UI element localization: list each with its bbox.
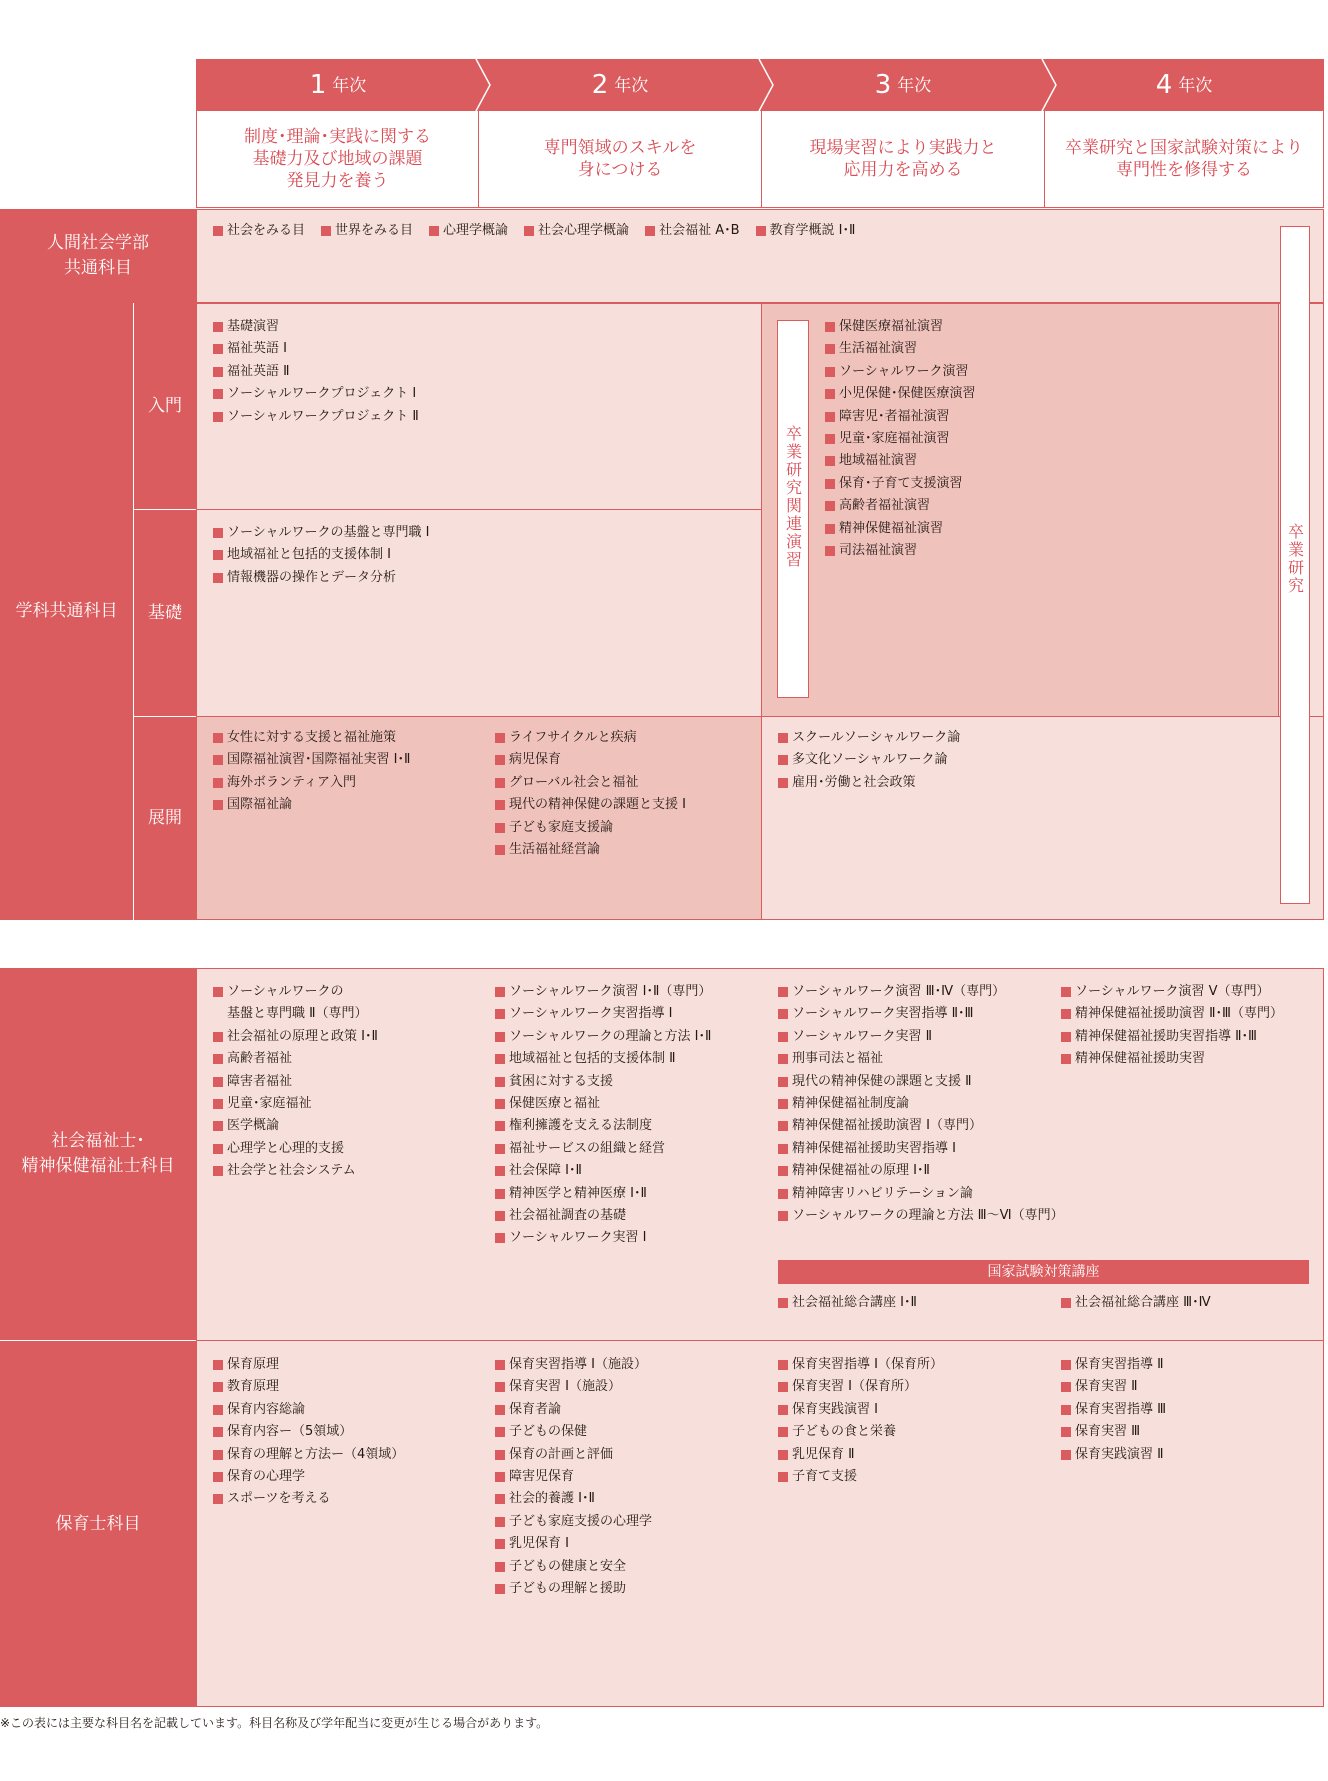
list-item: 高齢者福祉 — [213, 1048, 378, 1070]
list-item: 海外ボランティア入門 — [213, 772, 410, 794]
list-item: 保健医療と福祉 — [495, 1093, 711, 1115]
list-item: 保健医療福祉演習 — [825, 316, 976, 338]
list-item: 多文化ソーシャルワーク論 — [778, 749, 960, 771]
list-item: 社会学と社会システム — [213, 1160, 378, 1182]
list-item: 障害児･者福祉演習 — [825, 406, 976, 428]
footnote: ※この表には主要な科目名を記載しています。科目名称及び学年配当に変更が生じる場合があります。 — [0, 1716, 549, 1730]
list-item: 精神保健福祉制度論 — [778, 1093, 1064, 1115]
list-item: ソーシャルワークプロジェクト Ⅱ — [213, 406, 419, 428]
list-item: 保育実習指導 Ⅰ（施設） — [495, 1354, 652, 1376]
list-item: ソーシャルワーク演習 Ⅰ･Ⅱ（専門） — [495, 981, 711, 1003]
list-item: グローバル社会と福祉 — [495, 772, 686, 794]
common-faculty-list — [213, 220, 855, 242]
list-item: 地域福祉と包括的支援体制 Ⅰ — [213, 544, 429, 566]
certified-y2-list — [495, 981, 711, 1250]
list-item: 保育実習 Ⅱ — [1061, 1376, 1166, 1398]
list-item: 保育実習 Ⅲ — [1061, 1421, 1166, 1443]
list-item: 地域福祉と包括的支援体制 Ⅱ — [495, 1048, 711, 1070]
childcare-y3-list — [778, 1354, 943, 1488]
list-item: 刑事司法と福祉 — [778, 1048, 1064, 1070]
list-item: 子育て支援 — [778, 1466, 943, 1488]
list-item: 保育原理 — [213, 1354, 404, 1376]
list-item: 保育内容総論 — [213, 1399, 404, 1421]
list-item: 雇用･労働と社会政策 — [778, 772, 960, 794]
list-item: 現代の精神保健の課題と支援 Ⅱ — [778, 1071, 1064, 1093]
list-item: 保育の心理学 — [213, 1466, 404, 1488]
basic-list — [213, 522, 429, 589]
list-item: 子どもの健康と安全 — [495, 1556, 652, 1578]
list-item: ソーシャルワークの基盤と専門職 Ⅰ — [213, 522, 429, 544]
year-4-goal: 卒業研究と国家試験対策により 専門性を修得する — [1044, 111, 1324, 208]
list-item: ソーシャルワーク実習 Ⅰ — [495, 1227, 711, 1249]
list-item: 精神医学と精神医療 Ⅰ･Ⅱ — [495, 1183, 711, 1205]
list-item: スポーツを考える — [213, 1488, 404, 1510]
row-intro: 入門 — [134, 303, 196, 509]
list-item: 社会福祉総合講座 Ⅲ･Ⅳ — [1061, 1292, 1211, 1314]
year-1-goal: 制度･理論･実践に関する 基礎力及び地域の課題 発見力を養う — [196, 111, 479, 208]
list-item: 福祉英語 Ⅰ — [213, 338, 419, 360]
list-item: 子どもの保健 — [495, 1421, 652, 1443]
list-item: 保育内容ー（5領域） — [213, 1421, 404, 1443]
list-item: 精神保健福祉援助演習 Ⅱ･Ⅲ（専門） — [1061, 1003, 1283, 1025]
year-1-label: 1 年次 — [309, 70, 367, 100]
list-item: 国際福祉論 — [213, 794, 410, 816]
list-item: 福祉英語 Ⅱ — [213, 361, 419, 383]
list-item: 貧困に対する支援 — [495, 1071, 711, 1093]
list-item: 乳児保育 Ⅱ — [778, 1444, 943, 1466]
childcare-y1-list — [213, 1354, 404, 1511]
list-item: 保育実習指導 Ⅲ — [1061, 1399, 1166, 1421]
list-item: 保育実習指導 Ⅱ — [1061, 1354, 1166, 1376]
advanced-col1-list — [213, 727, 410, 817]
list-item: 保育実習 Ⅰ（施設） — [495, 1376, 652, 1398]
seminar-list — [825, 316, 976, 562]
list-item: 子ども家庭支援の心理学 — [495, 1511, 652, 1533]
certified-y3-list — [778, 981, 1064, 1227]
list-item: ソーシャルワーク演習 — [825, 361, 976, 383]
list-item: 基礎演習 — [213, 316, 419, 338]
list-item: 社会福祉調査の基礎 — [495, 1205, 711, 1227]
list-item: ソーシャルワーク実習 Ⅱ — [778, 1026, 1064, 1048]
list-item: 保育の理解と方法ー（4領域） — [213, 1444, 404, 1466]
exam-prep-label: 国家試験対策講座 — [778, 1260, 1309, 1284]
list-item: 社会保障 Ⅰ･Ⅱ — [495, 1160, 711, 1182]
list-item: ソーシャルワーク実習指導 Ⅱ･Ⅲ — [778, 1003, 1064, 1025]
list-item: ソーシャルワークの理論と方法 Ⅰ･Ⅱ — [495, 1026, 711, 1048]
childcare-y2-list — [495, 1354, 652, 1600]
year-2-label: 2 年次 — [591, 70, 649, 100]
row-certified: 社会福祉士･ 精神保健福祉士科目 — [0, 968, 196, 1340]
list-item: 保育実習 Ⅰ（保育所） — [778, 1376, 943, 1398]
list-item: 保育実習指導 Ⅰ（保育所） — [778, 1354, 943, 1376]
row-dept-common: 学科共通科目 — [0, 303, 133, 920]
list-item: 権利擁護を支える法制度 — [495, 1115, 711, 1137]
seminar-label-box — [777, 320, 809, 698]
list-item: 保育･子育て支援演習 — [825, 473, 976, 495]
row-common-faculty: 人間社会学部 共通科目 — [0, 209, 196, 303]
list-item: 精神保健福祉援助実習指導 Ⅱ･Ⅲ — [1061, 1026, 1283, 1048]
list-item: 現代の精神保健の課題と支援 Ⅰ — [495, 794, 686, 816]
intro-list — [213, 316, 419, 428]
childcare-y4-list — [1061, 1354, 1166, 1466]
list-item: 社会福祉の原理と政策 Ⅰ･Ⅱ — [213, 1026, 378, 1048]
advanced-col2-list — [495, 727, 686, 861]
list-item: 精神保健福祉の原理 Ⅰ･Ⅱ — [778, 1160, 1064, 1182]
list-item: 精神保健福祉援助実習 — [1061, 1048, 1283, 1070]
row-childcare: 保育士科目 — [0, 1341, 196, 1707]
list-item: スクールソーシャルワーク論 — [778, 727, 960, 749]
list-item: ライフサイクルと疾病 — [495, 727, 686, 749]
list-item: 病児保育 — [495, 749, 686, 771]
list-item: 保育者論 — [495, 1399, 652, 1421]
list-item: 児童･家庭福祉演習 — [825, 428, 976, 450]
row-basic: 基礎 — [134, 510, 196, 716]
list-item: 情報機器の操作とデータ分析 — [213, 567, 429, 589]
list-item: ソーシャルワーク演習 Ⅴ（専門） — [1061, 981, 1283, 1003]
row-advanced: 展開 — [134, 717, 196, 920]
list-item: 子どもの食と栄養 — [778, 1421, 943, 1443]
list-item: 障害児保育 — [495, 1466, 652, 1488]
list-item: 高齢者福祉演習 — [825, 495, 976, 517]
list-item: 社会福祉 A･B — [645, 220, 739, 242]
list-item: 社会的養護 Ⅰ･Ⅱ — [495, 1488, 652, 1510]
list-item: 教育原理 — [213, 1376, 404, 1398]
advanced-col3-list — [778, 727, 960, 794]
seminar-label: 卒業研究関連演習 — [783, 425, 803, 569]
list-item: 保育実践演習 Ⅰ — [778, 1399, 943, 1421]
list-item: 教育学概説 Ⅰ･Ⅱ — [756, 220, 856, 242]
list-item: ソーシャルワークの理論と方法 Ⅲ～Ⅵ（専門） — [778, 1205, 1064, 1227]
list-item: 障害者福祉 — [213, 1071, 378, 1093]
list-item: 児童･家庭福祉 — [213, 1093, 378, 1115]
list-item: ソーシャルワーク実習指導 Ⅰ — [495, 1003, 711, 1025]
graduation-research-box — [1280, 226, 1310, 904]
year-3-goal: 現場実習により実践力と 応用力を高める — [761, 111, 1045, 208]
list-item: 保育の計画と評価 — [495, 1444, 652, 1466]
list-item: 小児保健･保健医療演習 — [825, 383, 976, 405]
list-item: ソーシャルワークプロジェクト Ⅰ — [213, 383, 419, 405]
certified-y4-list — [1061, 981, 1283, 1071]
list-item: 子ども家庭支援論 — [495, 817, 686, 839]
list-item: 精神保健福祉援助演習 Ⅰ（専門） — [778, 1115, 1064, 1137]
divider — [134, 716, 196, 717]
list-item: 精神保健福祉演習 — [825, 518, 976, 540]
exam-prep-y3-list — [778, 1292, 917, 1314]
list-item: 生活福祉経営論 — [495, 839, 686, 861]
list-item: 心理学概論 — [429, 220, 508, 242]
list-item: 精神障害リハビリテーション論 — [778, 1183, 1064, 1205]
certified-y1-list — [213, 981, 378, 1183]
list-item: ソーシャルワークの — [213, 981, 378, 1003]
graduation-research-label: 卒業研究 — [1285, 523, 1305, 595]
list-item: 司法福祉演習 — [825, 540, 976, 562]
list-item: 乳児保育 Ⅰ — [495, 1533, 652, 1555]
list-item: 精神保健福祉援助実習指導 Ⅰ — [778, 1138, 1064, 1160]
list-item: 福祉サービスの組織と経営 — [495, 1138, 711, 1160]
year-4-label: 4 年次 — [1155, 70, 1213, 100]
list-item: 社会福祉総合講座 Ⅰ･Ⅱ — [778, 1292, 917, 1314]
list-item: 女性に対する支援と福祉施策 — [213, 727, 410, 749]
list-item-continuation: 基盤と専門職 Ⅱ（専門） — [227, 1006, 368, 1022]
list-item: 生活福祉演習 — [825, 338, 976, 360]
year-3-label: 3 年次 — [874, 70, 932, 100]
list-item: 心理学と心理的支援 — [213, 1138, 378, 1160]
list-item: 保育実践演習 Ⅱ — [1061, 1444, 1166, 1466]
divider — [134, 509, 196, 510]
list-item: 子どもの理解と援助 — [495, 1578, 652, 1600]
list-item: ソーシャルワーク演習 Ⅲ･Ⅳ（専門） — [778, 981, 1064, 1003]
list-item: 社会をみる目 — [213, 220, 305, 242]
list-item: 世界をみる目 — [321, 220, 413, 242]
list-item: 医学概論 — [213, 1115, 378, 1137]
list-item: 国際福祉演習･国際福祉実習 Ⅰ･Ⅱ — [213, 749, 410, 771]
list-item: 地域福祉演習 — [825, 450, 976, 472]
list-item: 社会心理学概論 — [524, 220, 629, 242]
exam-prep-y4-list — [1061, 1292, 1211, 1314]
year-2-goal: 専門領域のスキルを 身につける — [478, 111, 762, 208]
